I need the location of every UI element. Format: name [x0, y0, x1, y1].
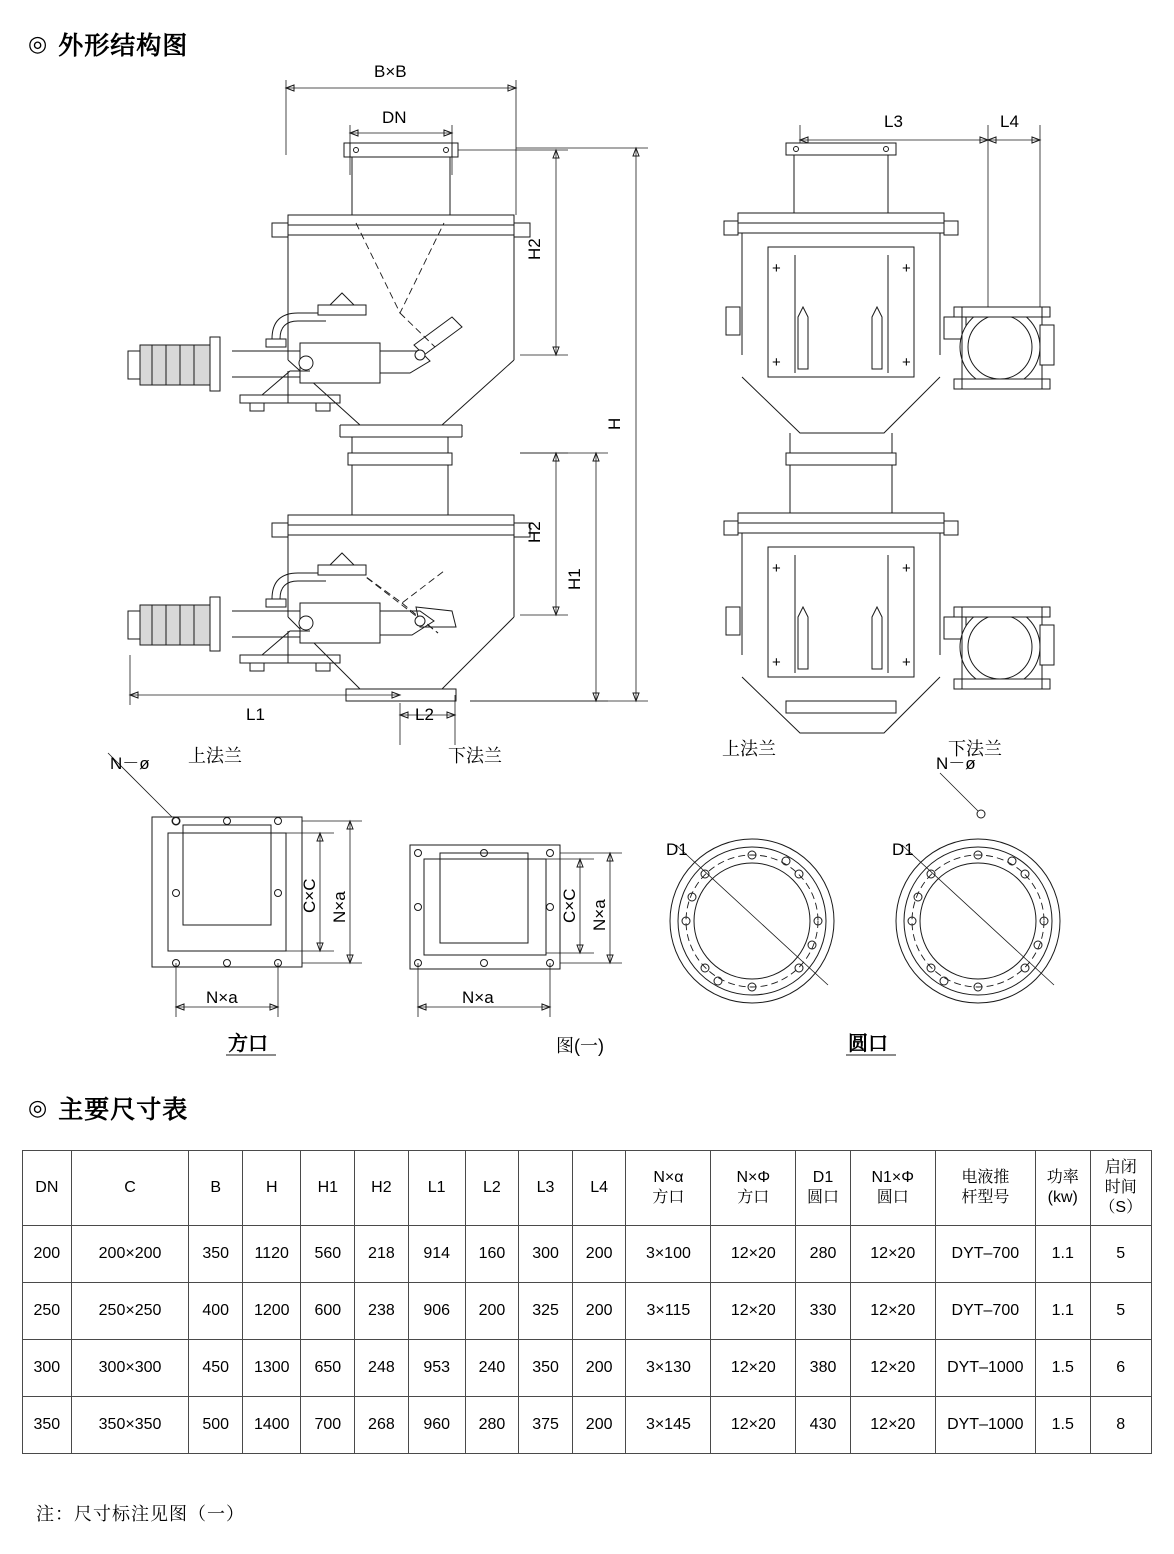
label-h1: H1: [565, 568, 584, 590]
table-cell: 12×20: [711, 1340, 796, 1397]
table-header-cell: 功率 (kw): [1035, 1151, 1090, 1226]
label-h2-bottom: H2: [525, 521, 544, 543]
table-cell: 12×20: [850, 1283, 935, 1340]
table-cell: 1300: [243, 1340, 301, 1397]
table-cell: 6: [1090, 1340, 1152, 1397]
table-header-cell: D1 圆口: [796, 1151, 851, 1226]
table-cell: 12×20: [711, 1226, 796, 1283]
table-cell: 200: [572, 1283, 626, 1340]
table-note: 注：尺寸标注见图（一）: [36, 1504, 245, 1524]
table-cell: 960: [408, 1397, 465, 1454]
table-cell: 1.1: [1035, 1283, 1090, 1340]
table-cell: 1200: [243, 1283, 301, 1340]
table-cell: 200: [465, 1283, 519, 1340]
table-cell: 200: [23, 1226, 72, 1283]
table-header: [23, 1151, 1152, 1226]
label-l1: L1: [246, 705, 265, 724]
label-l3: L3: [884, 112, 903, 131]
label-lower-flange-round: 下法兰: [948, 739, 1002, 759]
dimensions-table-wrapper: [22, 1150, 1152, 1454]
table-header-cell: N×Φ 方口: [711, 1151, 796, 1226]
label-lower-flange-square: 下法兰: [448, 746, 502, 766]
table-cell: 700: [301, 1397, 355, 1454]
svg-text:+: +: [902, 354, 911, 371]
table-cell: 12×20: [850, 1340, 935, 1397]
table-cell: 3×130: [626, 1340, 711, 1397]
table-cell: 300: [23, 1340, 72, 1397]
table-cell: 250: [23, 1283, 72, 1340]
section-title-dimensions-text: 主要尺寸表: [58, 1096, 189, 1124]
table-cell: 350: [23, 1397, 72, 1454]
table-cell: 375: [519, 1397, 573, 1454]
table-header-cell: L2: [465, 1151, 519, 1226]
table-cell: 500: [189, 1397, 243, 1454]
table-cell: 300: [519, 1226, 573, 1283]
table-header-cell: H: [243, 1151, 301, 1226]
table-cell: 12×20: [711, 1397, 796, 1454]
table-cell: 3×145: [626, 1397, 711, 1454]
bullet-icon: ◎: [28, 31, 49, 56]
label-d1-lower: D1: [892, 840, 914, 859]
table-cell: DYT–700: [935, 1283, 1035, 1340]
table-cell: 1.5: [1035, 1340, 1090, 1397]
figure-caption: 图(一): [556, 1036, 604, 1056]
table-header-cell: B: [189, 1151, 243, 1226]
table-cell: 12×20: [850, 1397, 935, 1454]
table-header-cell: N1×Φ 圆口: [850, 1151, 935, 1226]
table-cell: 953: [408, 1340, 465, 1397]
label-upper-flange-round: 上法兰: [722, 739, 776, 759]
label-dn: DN: [382, 108, 407, 127]
label-l4: L4: [1000, 112, 1019, 131]
svg-text:+: +: [772, 260, 781, 277]
label-h2-top: H2: [525, 238, 544, 260]
label-nxa-lower-h: N×a: [462, 988, 494, 1007]
label-nxa-lower-v: N×a: [590, 899, 609, 931]
table-cell: 5: [1090, 1226, 1152, 1283]
svg-text:+: +: [902, 560, 911, 577]
section-title-dimensions: [28, 1090, 188, 1126]
label-nxa-upper-v: N×a: [330, 891, 349, 923]
table-cell: 300×300: [71, 1340, 189, 1397]
table-header-cell: 电液推 杆型号: [935, 1151, 1035, 1226]
table-header-row: [23, 1151, 1152, 1226]
label-n-phi-round: N－ø: [936, 754, 976, 773]
table-cell: 3×115: [626, 1283, 711, 1340]
table-header-cell: H2: [355, 1151, 409, 1226]
table-row: [23, 1340, 1152, 1397]
table-cell: 560: [301, 1226, 355, 1283]
label-h: H: [605, 417, 624, 430]
table-cell: DYT–700: [935, 1226, 1035, 1283]
table-header-cell: L4: [572, 1151, 626, 1226]
table-cell: 430: [796, 1397, 851, 1454]
table-cell: 1.1: [1035, 1226, 1090, 1283]
bullet-icon-2: ◎: [28, 1095, 49, 1120]
label-nxa-upper-h: N×a: [206, 988, 238, 1007]
table-header-cell: H1: [301, 1151, 355, 1226]
svg-text:+: +: [772, 654, 781, 671]
label-square-port: 方口: [228, 1033, 268, 1055]
table-header-cell: L3: [519, 1151, 573, 1226]
technical-drawing: [0, 55, 1174, 1065]
label-cxc-upper: C×C: [300, 878, 319, 913]
table-cell: 906: [408, 1283, 465, 1340]
label-l2: L2: [415, 705, 434, 724]
table-row: [23, 1226, 1152, 1283]
table-cell: 1400: [243, 1397, 301, 1454]
table-cell: 1120: [243, 1226, 301, 1283]
label-bxb: B×B: [374, 62, 407, 81]
svg-text:+: +: [902, 260, 911, 277]
table-cell: 200: [572, 1340, 626, 1397]
table-cell: 238: [355, 1283, 409, 1340]
table-cell: 280: [465, 1397, 519, 1454]
table-header-cell: C: [71, 1151, 189, 1226]
table-cell: 5: [1090, 1283, 1152, 1340]
table-cell: 218: [355, 1226, 409, 1283]
table-cell: 200: [572, 1397, 626, 1454]
table-header-cell: N×α 方口: [626, 1151, 711, 1226]
table-cell: 240: [465, 1340, 519, 1397]
label-n-phi-square: N－ø: [110, 754, 150, 773]
table-cell: 380: [796, 1340, 851, 1397]
table-cell: 400: [189, 1283, 243, 1340]
table-cell: 1.5: [1035, 1397, 1090, 1454]
table-cell: 250×250: [71, 1283, 189, 1340]
label-d1-upper: D1: [666, 840, 688, 859]
svg-text:+: +: [772, 354, 781, 371]
table-cell: 350: [189, 1226, 243, 1283]
table-cell: 280: [796, 1226, 851, 1283]
table-cell: 914: [408, 1226, 465, 1283]
table-cell: 12×20: [850, 1226, 935, 1283]
table-cell: 350: [519, 1340, 573, 1397]
table-header-cell: 启闭 时间 （S）: [1090, 1151, 1152, 1226]
table-cell: DYT–1000: [935, 1397, 1035, 1454]
table-cell: DYT–1000: [935, 1340, 1035, 1397]
svg-text:+: +: [902, 654, 911, 671]
table-row: [23, 1397, 1152, 1454]
table-header-cell: DN: [23, 1151, 72, 1226]
table-cell: 200: [572, 1226, 626, 1283]
table-cell: 3×100: [626, 1226, 711, 1283]
table-header-cell: L1: [408, 1151, 465, 1226]
table-cell: 200×200: [71, 1226, 189, 1283]
table-cell: 600: [301, 1283, 355, 1340]
table-cell: 450: [189, 1340, 243, 1397]
label-cxc-lower: C×C: [560, 888, 579, 923]
table-cell: 12×20: [711, 1283, 796, 1340]
label-round-port: 圆口: [848, 1033, 888, 1055]
section-title-outline-text: 外形结构图: [58, 32, 189, 60]
dimensions-table: [22, 1150, 1152, 1454]
table-cell: 330: [796, 1283, 851, 1340]
table-cell: 8: [1090, 1397, 1152, 1454]
table-cell: 268: [355, 1397, 409, 1454]
label-upper-flange-square: 上法兰: [188, 746, 242, 766]
table-row: [23, 1283, 1152, 1340]
table-cell: 248: [355, 1340, 409, 1397]
table-cell: 160: [465, 1226, 519, 1283]
table-body: [23, 1226, 1152, 1454]
svg-text:+: +: [772, 560, 781, 577]
table-cell: 350×350: [71, 1397, 189, 1454]
table-cell: 325: [519, 1283, 573, 1340]
table-cell: 650: [301, 1340, 355, 1397]
